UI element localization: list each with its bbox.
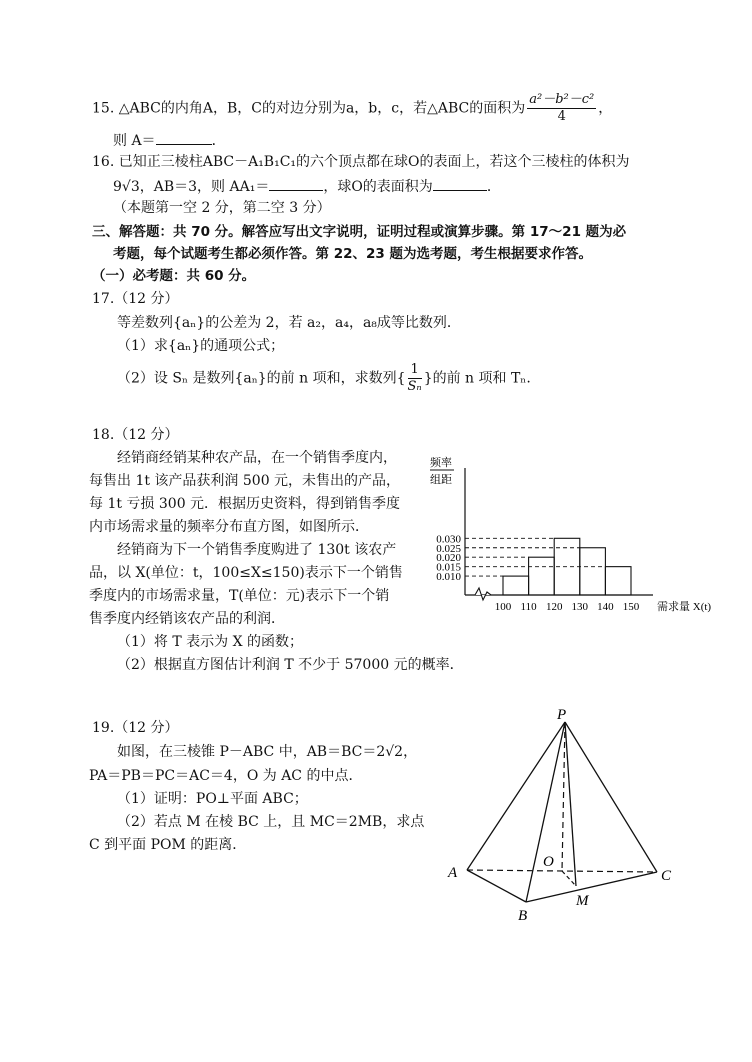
y-tick-label-3: 0.015 (436, 561, 461, 574)
q18-line-0: 经销商经销某种农产品，在一个销售季度内， (117, 450, 397, 466)
edge-AB (467, 870, 526, 902)
q16-text-c: ． (486, 179, 501, 195)
q17-part2 (117, 362, 531, 395)
q16-line2 (113, 176, 501, 197)
y-tick-label-4: 0.010 (436, 571, 461, 584)
q15-line1 (92, 92, 612, 125)
q16-note: （本题第一空 2 分，第二空 3 分） (113, 200, 331, 216)
q17-fraction (408, 362, 422, 395)
label-B: B (518, 908, 528, 924)
q18-line-6: 季度内的市场需求量，T(单位：元)表示下一个销 (89, 588, 390, 604)
q15-answer-suffix: ． (211, 133, 226, 149)
q16-text-b: ，球O的表面积为 (323, 179, 433, 195)
q17-part2-a: （2）设 Sₙ 是数列{aₙ}的前 n 项和，求数列{ (117, 370, 406, 387)
y-tick-label-2: 0.020 (436, 552, 461, 565)
edge-PA (467, 722, 565, 870)
q18-part2: （2）根据直方图估计利润 T 不少于 57000 元的概率． (117, 657, 464, 673)
frequency-histogram (425, 450, 745, 620)
q18-line-2: 每 1t 亏损 300 元．根据历史资料，得到销售季度 (89, 496, 401, 512)
q19-line1: 如图，在三棱锥 P－ABC 中，AB＝BC＝2√2， (117, 744, 418, 760)
q17-frac-den: Sₙ (407, 379, 422, 394)
q15-frac-den: 4 (557, 109, 566, 124)
y-label-top: 频率 (430, 457, 452, 469)
q18-line-5: 品，以 X(单位：t，100≤X≤150)表示下一个销售 (89, 565, 403, 581)
q15-answer-blank[interactable] (156, 130, 212, 145)
q19-part2a: （2）若点 M 在棱 BC 上，且 MC＝2MB，求点 (117, 814, 425, 830)
q18-line-1: 每售出 1t 该产品获利润 500 元，未售出的产品， (89, 473, 401, 489)
bar-110-120 (529, 557, 555, 595)
q16-number: 16. (92, 154, 115, 170)
label-O: O (543, 854, 554, 870)
q16-blank-2[interactable] (433, 176, 487, 191)
x-axis-label: 需求量 X(t) (657, 601, 712, 613)
q18-line-3: 内市场需求量的频率分布直方图，如图所示． (89, 519, 369, 535)
q15-answer-prefix: 则 A＝ (113, 133, 156, 149)
q18-header: 18.（12 分） (92, 427, 179, 443)
q18-part1: （1）将 T 表示为 X 的函数； (117, 634, 304, 650)
y-label-bottom: 组距 (430, 474, 452, 486)
x-tick-label-1: 110 (520, 601, 537, 613)
x-tick-label-2: 120 (545, 601, 563, 613)
label-A: A (448, 865, 458, 881)
edge-BC (526, 872, 657, 902)
x-tick-label-0: 100 (494, 601, 512, 613)
x-tick-label-4: 140 (597, 601, 614, 613)
q18-line-4: 经销商为下一个销售季度购进了 130t 该农产 (117, 542, 397, 558)
section3-line1: 三、解答题：共 70 分。解答应写出文字说明，证明过程或演算步骤。第 17～21 题为必 (92, 224, 627, 240)
x-tick-label-3: 130 (571, 601, 589, 613)
q19-part2b: C 到平面 POM 的距离． (89, 837, 247, 853)
edge-PC (565, 722, 657, 872)
bar-130-140 (580, 548, 606, 595)
label-M: M (576, 893, 589, 909)
label-C: C (661, 868, 672, 884)
q15-frac-num: a²－b²－c² (529, 92, 595, 107)
q15-text: △ABC的内角A，B，C的对边分别为a，b，c，若△ABC的面积为 (118, 100, 526, 117)
q19-header: 19.（12 分） (92, 720, 179, 736)
q19-part1: （1）证明：PO⊥平面 ABC； (117, 791, 308, 807)
q19-line2: PA＝PB＝PC＝AC＝4，O 为 AC 的中点． (89, 768, 363, 784)
q17-line1: 等差数列{aₙ}的公差为 2，若 a₂，a₄，a₈成等比数列． (117, 315, 461, 331)
x-tick-label-5: 150 (622, 601, 640, 613)
bar-100-110 (503, 576, 529, 595)
label-P: P (557, 707, 567, 723)
q17-part1: （1）求{aₙ}的通项公式； (117, 338, 285, 354)
q16-line1 (92, 152, 630, 172)
axis-break (465, 588, 491, 600)
q17-header: 17.（12 分） (92, 291, 179, 307)
segment-PO (562, 722, 565, 871)
q15-fraction (527, 92, 596, 125)
q15-line2 (113, 130, 226, 151)
q15-number: 15. (92, 100, 115, 117)
q15-comma: ， (598, 100, 613, 117)
edge-PB (526, 722, 565, 902)
y-tick-label-0: 0.030 (436, 533, 461, 546)
segment-OM (562, 871, 576, 886)
section3-sub: （一）必考题：共 60 分。 (92, 268, 256, 284)
q17-frac-num: 1 (408, 362, 422, 379)
q18-line-7: 售季度内经销该农产品的利润． (89, 611, 285, 627)
y-tick-label-1: 0.025 (436, 542, 461, 555)
tetrahedron-figure (440, 700, 700, 930)
q16-blank-1[interactable] (269, 176, 323, 191)
segment-PM (565, 722, 576, 886)
section3-line2: 考题，每个试题考生都必须作答。第 22、23 题为选考题，考生根据要求作答。 (113, 246, 592, 262)
q16-text: 已知正三棱柱ABC－A₁B₁C₁的六个顶点都在球O的表面上，若这个三棱柱的体积为 (118, 154, 630, 170)
bar-140-150 (605, 567, 631, 595)
q17-part2-b: }的前 n 项和 Tₙ. (423, 370, 531, 387)
q16-text-a: 9√3，AB＝3，则 AA₁＝ (113, 179, 270, 195)
